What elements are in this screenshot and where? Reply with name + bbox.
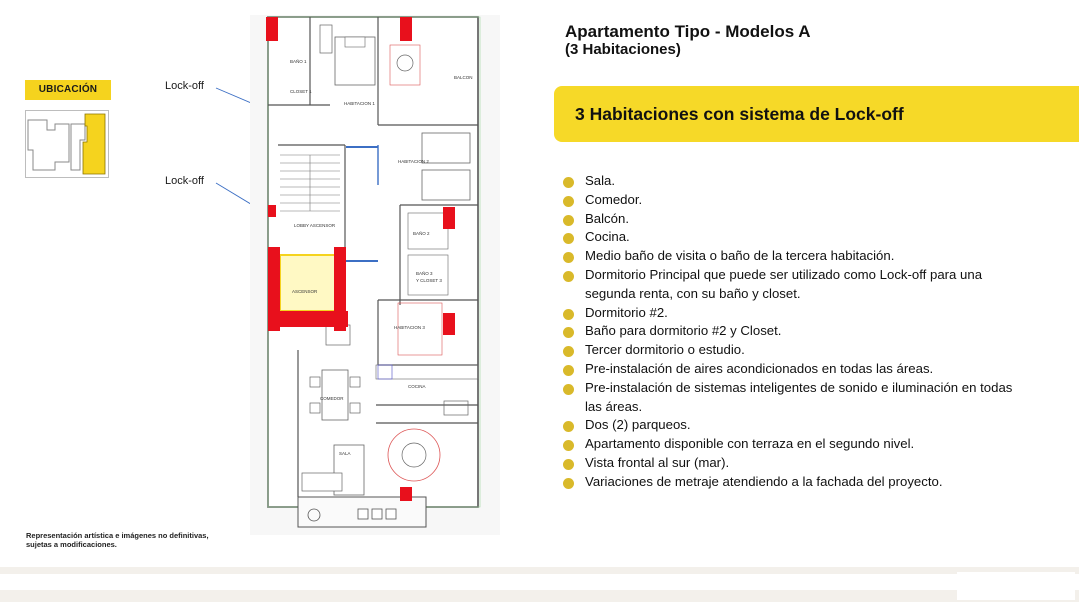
- plan-label-bano3: BAÑO 3: [416, 271, 433, 276]
- feature-item: Sala.: [563, 172, 1023, 191]
- disclaimer: Representación artística e imágenes no definitivas, sujetas a modificaciones.: [26, 531, 209, 549]
- plan-label-comedor: COMEDOR: [320, 396, 344, 401]
- lockoff-label-2: Lock-off: [165, 175, 204, 187]
- plan-label-bano2: BAÑO 2: [413, 231, 430, 236]
- plan-label-habitacion3: HABITACION 3: [394, 325, 425, 330]
- lockoff-label-1: Lock-off: [165, 80, 204, 92]
- footer-band-bottom: [0, 590, 1079, 602]
- bed-2b: [422, 170, 470, 200]
- feature-item: Baño para dormitorio #2 y Closet.: [563, 322, 1023, 341]
- page-title: Apartamento Tipo - Modelos A: [565, 22, 811, 41]
- lockoff-banner: [554, 86, 1079, 142]
- feature-item: Medio baño de visita o baño de la tercera habitación.: [563, 247, 1023, 266]
- plan-label-lobby: LOBBY ASCENSOR: [294, 223, 336, 228]
- plan-label-habitacion2: HABITACION 2: [398, 159, 429, 164]
- minimap-unit-highlight: [83, 114, 105, 174]
- feature-list: [563, 172, 1023, 492]
- location-minimap: [25, 110, 109, 178]
- feature-item: Pre-instalación de aires acondicionados en todas las áreas.: [563, 360, 1023, 379]
- feature-item: Cocina.: [563, 228, 1023, 247]
- footer-band-top: [0, 567, 1079, 574]
- bed-2a: [422, 133, 470, 163]
- plan-label-sala: SALA: [339, 451, 351, 456]
- feature-item: Tercer dormitorio o estudio.: [563, 341, 1023, 360]
- feature-item: Pre-instalación de sistemas inteligentes de sonido e iluminación en todas las áreas.: [563, 379, 1023, 417]
- feature-item: Variaciones de metraje atendiendo a la fachada del proyecto.: [563, 473, 1023, 492]
- feature-item: Dos (2) parqueos.: [563, 416, 1023, 435]
- feature-item: Dormitorio #2.: [563, 304, 1023, 323]
- plan-label-closet3: Y CLOSET 3: [416, 278, 442, 283]
- footer-band-gap: [957, 572, 1075, 600]
- plan-label-closet1: CLOSET 1: [290, 89, 312, 94]
- feature-item: Apartamento disponible con terraza en el segundo nivel.: [563, 435, 1023, 454]
- plan-label-balcon: BALCON: [454, 75, 473, 80]
- banner-text: 3 Habitaciones con sistema de Lock-off: [575, 104, 904, 124]
- floor-plan: [250, 15, 500, 535]
- plan-label-bano1: BAÑO 1: [290, 59, 307, 64]
- feature-item: Comedor.: [563, 191, 1023, 210]
- feature-item: Balcón.: [563, 210, 1023, 229]
- feature-item: Vista frontal al sur (mar).: [563, 454, 1023, 473]
- page-subtitle: (3 Habitaciones): [565, 41, 681, 58]
- dining-table: [322, 370, 348, 420]
- plan-label-habitacion1: HABITACION 1: [344, 101, 375, 106]
- ubicacion-badge: UBICACIÓN: [25, 80, 111, 100]
- plan-label-ascensor: ASCENSOR: [292, 289, 318, 294]
- feature-item: Dormitorio Principal que puede ser utilizado como Lock-off para una segunda renta, con su baño y closet.: [563, 266, 1023, 304]
- plan-label-cocina: COCINA: [408, 384, 426, 389]
